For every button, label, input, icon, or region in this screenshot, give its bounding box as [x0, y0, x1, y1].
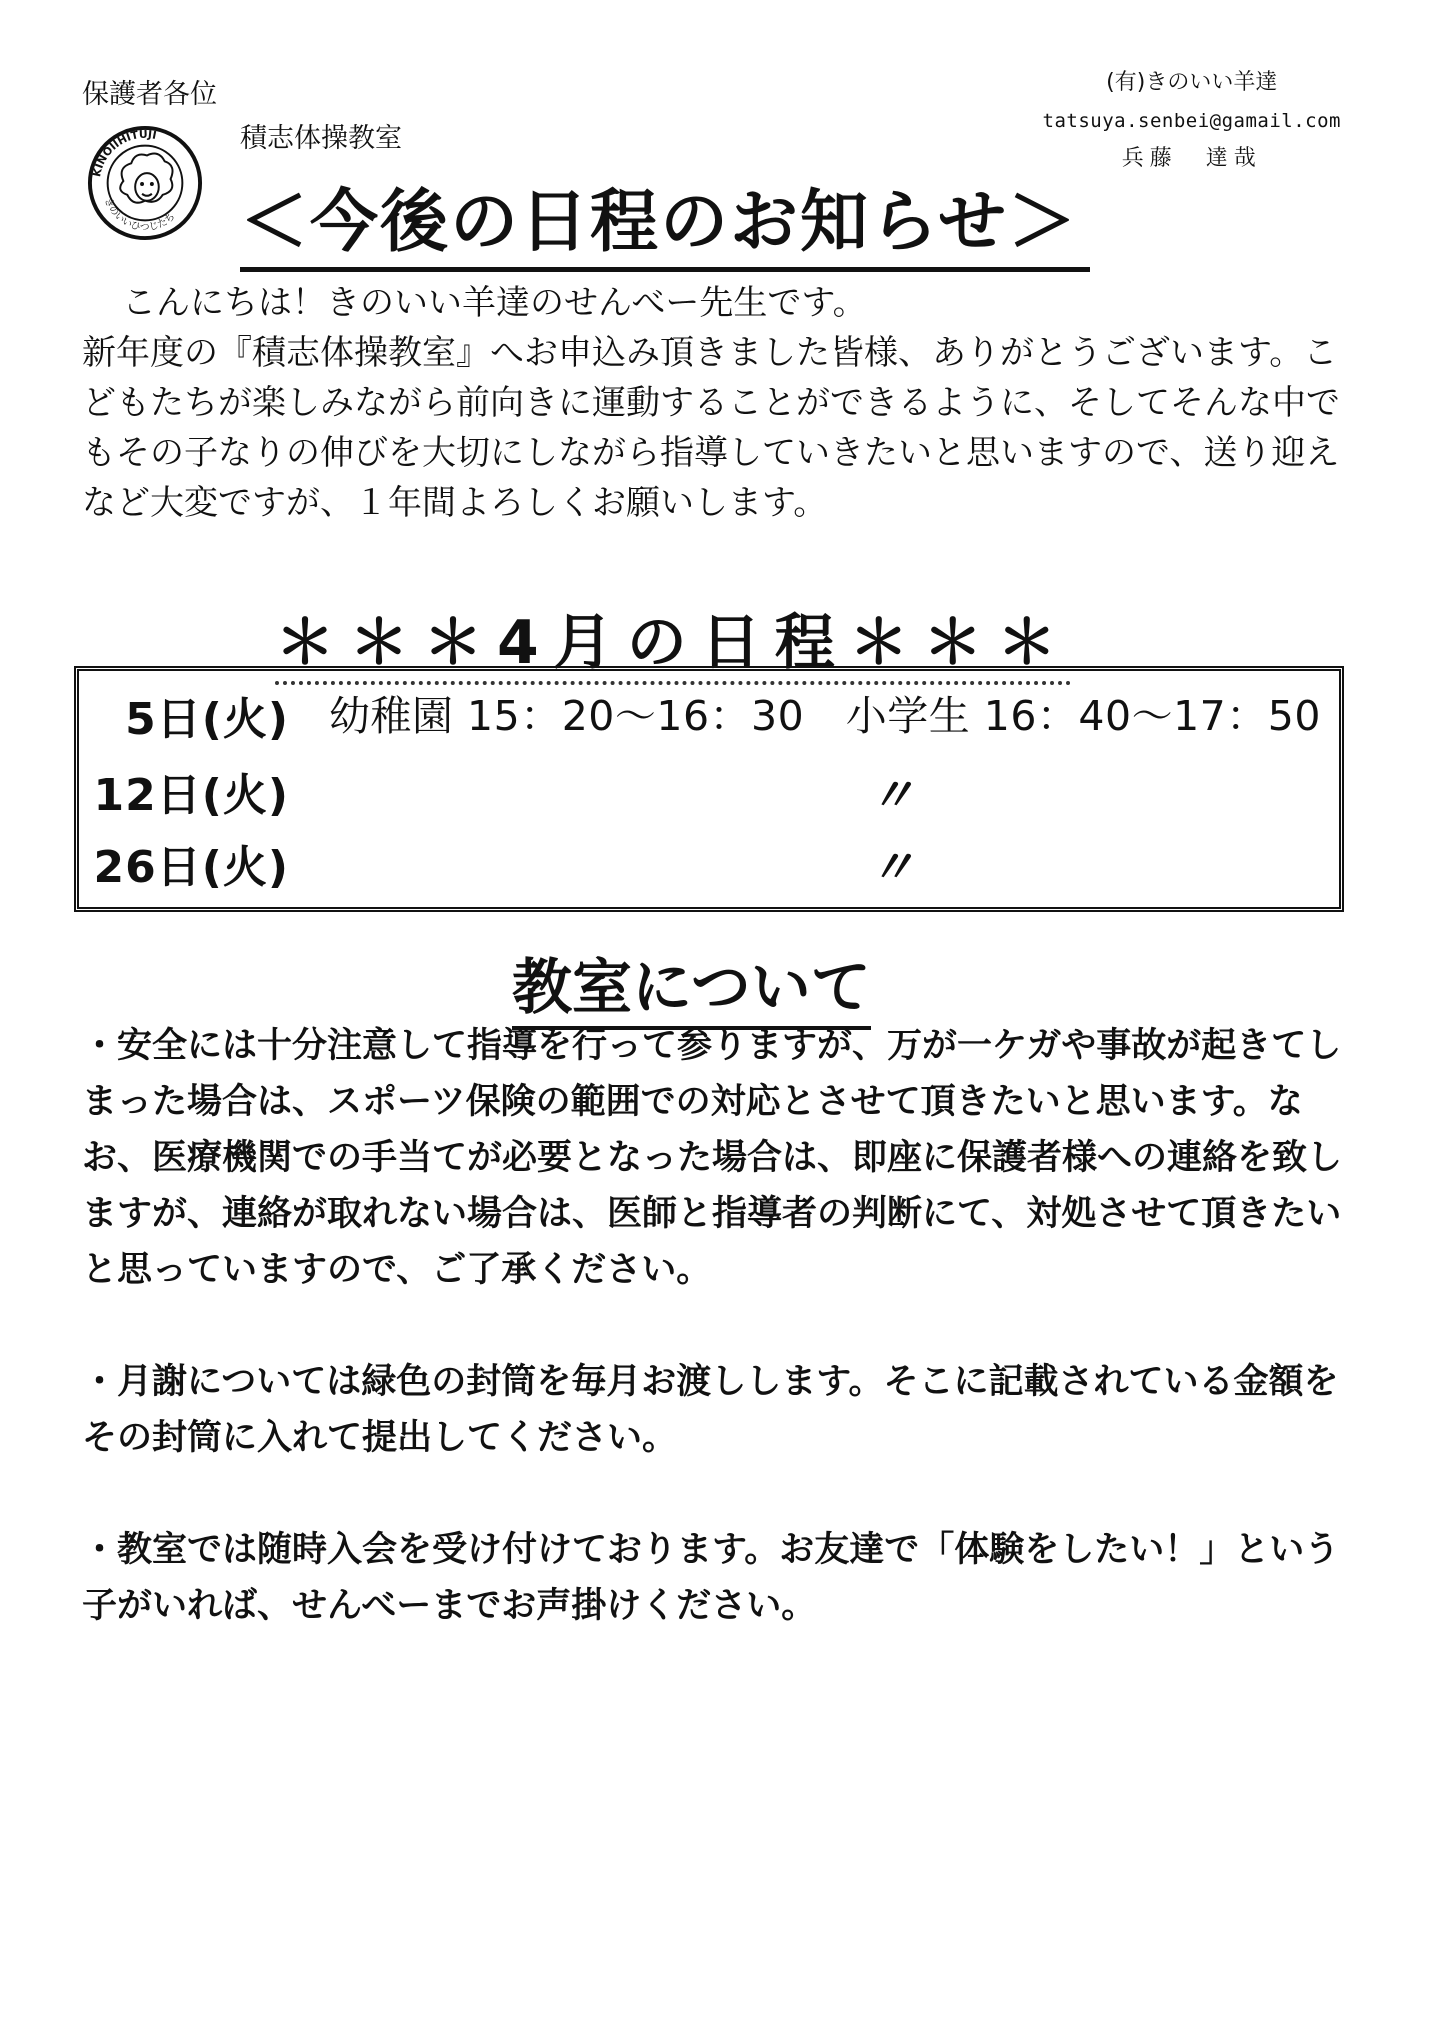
- recipient: 保護者各位: [82, 79, 217, 110]
- logo-text: KINOIIHITUJI: [90, 127, 158, 178]
- sender-block: [1043, 64, 1341, 178]
- schedule-date: 26日(火): [93, 842, 289, 893]
- company-name: (有)きのいい羊達: [1106, 70, 1278, 95]
- intro-paragraph: [82, 278, 1352, 528]
- schedule-date: 12日(火): [93, 770, 289, 821]
- schedule-ditto: 〃: [869, 768, 915, 822]
- schedule-ditto: 〃: [869, 840, 915, 894]
- schedule-row: [79, 683, 1339, 753]
- page-title: ＜今後の日程のお知らせ＞: [240, 168, 1090, 272]
- schedule-row: [79, 759, 1339, 829]
- note-fees: ・月謝については緑色の封筒を毎月お渡しします。そこに記載されている金額をその封筒に入れて提出してください。: [82, 1362, 1339, 1458]
- note-enrollment: ・教室では随時入会を受け付けております。お友達で「体験をしたい！」という子がいれば、せんべーまでお声掛けください。: [82, 1530, 1340, 1626]
- schedule-date: 5日(火): [125, 694, 289, 745]
- schedule-row: [79, 831, 1339, 901]
- intro-greeting: こんにちは！きのいい羊達のせんべー先生です。: [122, 283, 867, 323]
- intro-body: 新年度の『積志体操教室』へお申込み頂きました皆様、ありがとうございます。こどもたちが楽しみながら前向きに運動することができるように、そしてそんな中でもその子なりの伸びを大切にしながら指導していきたいと思いますので、送り迎えなど大変ですが、１年間よろしくお願いします。: [82, 333, 1340, 523]
- schedule-detail: 幼稚園 15：20〜16：30 小学生 16：40〜17：50: [329, 692, 1321, 740]
- logo-text-jp: きのいいひつじたち: [101, 196, 178, 234]
- schedule-title: ＊＊＊4月の日程＊＊＊: [275, 595, 1071, 685]
- sheep-logo-icon: [86, 124, 204, 242]
- contact-name: 兵藤 達哉: [1121, 146, 1262, 171]
- note-safety: ・安全には十分注意して指導を行って参りますが、万が一ケガや事故が起きてしまった場合は、スポーツ保険の範囲での対応とさせて頂きたいと思います。なお、医療機関での手当てが必要となった場合は、即座に保護者様への連絡を致しますが、連絡が取れない場合は、医師と指導者の判断にて、対処させて頂きたいと思っていますので、ご了承ください。: [82, 1026, 1343, 1290]
- schedule-box: [74, 666, 1344, 912]
- notes-section: [82, 1018, 1362, 1690]
- email-address: tatsuya.senbei@gamail.com: [1042, 110, 1341, 132]
- class-name: 積志体操教室: [240, 123, 402, 154]
- about-heading: 教室について: [512, 940, 871, 1030]
